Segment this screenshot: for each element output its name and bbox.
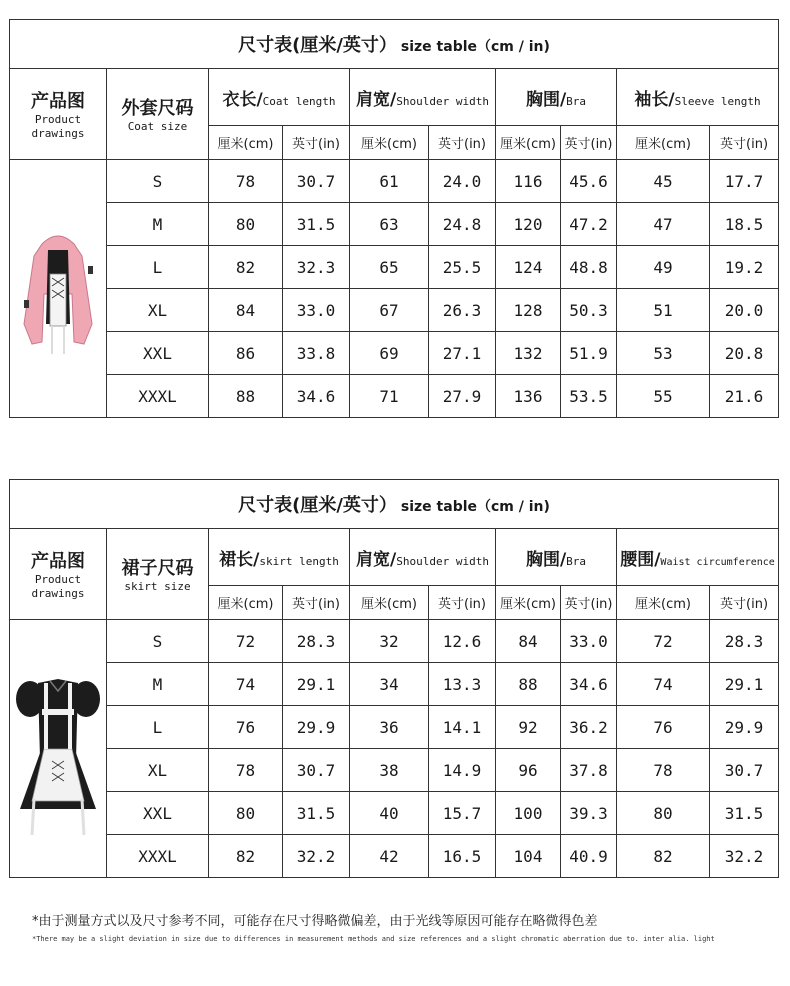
value-cell: 29.9 [283,706,350,749]
value-cell: 31.5 [710,792,779,835]
value-cell: 17.7 [710,160,779,203]
value-cell: 29.9 [710,706,779,749]
value-cell: 26.3 [429,289,496,332]
value-cell: 76 [209,706,283,749]
size-cell: S [107,620,209,663]
value-cell: 80 [209,203,283,246]
value-cell: 72 [617,620,710,663]
value-cell: 82 [209,246,283,289]
unit-cm: 厘米(cm) [209,126,283,160]
value-cell: 48.8 [561,246,617,289]
dress-product-image [10,620,107,878]
value-cell: 116 [496,160,561,203]
size-header [107,69,209,160]
value-cell: 40.9 [561,835,617,878]
unit-cm: 厘米(cm) [617,586,710,620]
value-cell: 86 [209,332,283,375]
value-cell: 78 [209,160,283,203]
value-cell: 15.7 [429,792,496,835]
value-cell: 63 [350,203,429,246]
value-cell: 80 [617,792,710,835]
value-cell: 96 [496,749,561,792]
value-cell: 82 [617,835,710,878]
value-cell: 16.5 [429,835,496,878]
size-cell: XXL [107,332,209,375]
value-cell: 33.8 [283,332,350,375]
unit-in: 英寸(in) [710,126,779,160]
unit-in: 英寸(in) [561,586,617,620]
value-cell: 24.0 [429,160,496,203]
value-cell: 45.6 [561,160,617,203]
value-cell: 61 [350,160,429,203]
size-cell: L [107,246,209,289]
value-cell: 104 [496,835,561,878]
product-header [10,69,107,160]
value-cell: 120 [496,203,561,246]
value-cell: 33.0 [283,289,350,332]
value-cell: 32.2 [283,835,350,878]
value-cell: 78 [617,749,710,792]
table-row [10,375,779,418]
value-cell: 14.9 [429,749,496,792]
disclaimer-en: *There may be a slight deviation in size due to differences in measurement methods and size references and a slight chromatic aberration due to. inter alia. light [32,935,715,943]
column-header-shoulder-width: 肩宽/Shoulder width [350,69,496,126]
value-cell: 47 [617,203,710,246]
value-cell: 72 [209,620,283,663]
value-cell: 12.6 [429,620,496,663]
size-header [107,529,209,620]
coat-product-image [10,160,107,418]
value-cell: 49 [617,246,710,289]
value-cell: 67 [350,289,429,332]
title-cn: 尺寸表(厘米/英寸） [238,495,397,516]
value-cell: 28.3 [710,620,779,663]
value-cell: 74 [209,663,283,706]
size-cell: XXXL [107,375,209,418]
column-header-bust: 胸围/Bra [496,69,617,126]
column-header-shoulder-width: 肩宽/Shoulder width [350,529,496,586]
value-cell: 31.5 [283,203,350,246]
value-cell: 51.9 [561,332,617,375]
size-cell: XL [107,289,209,332]
value-cell: 19.2 [710,246,779,289]
table-title [10,480,779,529]
value-cell: 29.1 [710,663,779,706]
column-header-sleeve-length: 袖长/Sleeve length [617,69,779,126]
value-cell: 33.0 [561,620,617,663]
value-cell: 50.3 [561,289,617,332]
value-cell: 80 [209,792,283,835]
value-cell: 36.2 [561,706,617,749]
value-cell: 27.1 [429,332,496,375]
value-cell: 28.3 [283,620,350,663]
value-cell: 42 [350,835,429,878]
table-row [10,620,779,663]
value-cell: 82 [209,835,283,878]
size-header-en: Coat size [127,120,188,133]
value-cell: 69 [350,332,429,375]
table-row [10,706,779,749]
disclaimer-cn: *由于测量方式以及尺寸参考不同，可能存在尺寸得略微偏差，由于光线等原因可能存在略微得色差 [32,914,598,929]
table-row [10,835,779,878]
value-cell: 29.1 [283,663,350,706]
size-cell: XXL [107,792,209,835]
product-header-cn: 产品图 [31,91,85,112]
value-cell: 30.7 [283,749,350,792]
value-cell: 31.5 [283,792,350,835]
value-cell: 71 [350,375,429,418]
value-cell: 88 [496,663,561,706]
value-cell: 34.6 [561,663,617,706]
size-cell: XXXL [107,835,209,878]
unit-cm: 厘米(cm) [617,126,710,160]
value-cell: 53 [617,332,710,375]
size-cell: L [107,706,209,749]
value-cell: 128 [496,289,561,332]
value-cell: 100 [496,792,561,835]
table-row [10,160,779,203]
unit-in: 英寸(in) [429,586,496,620]
column-header-waist: 腰围/Waist circumference [617,529,779,586]
title-en: size table（cm / in) [400,499,550,515]
value-cell: 32.3 [283,246,350,289]
coat-illustration-icon [12,204,104,374]
value-cell: 21.6 [710,375,779,418]
product-header-en: Product drawings [31,113,85,140]
value-cell: 132 [496,332,561,375]
unit-in: 英寸(in) [561,126,617,160]
value-cell: 84 [209,289,283,332]
size-header-en: skirt size [124,580,191,593]
value-cell: 40 [350,792,429,835]
value-cell: 76 [617,706,710,749]
unit-cm: 厘米(cm) [209,586,283,620]
value-cell: 47.2 [561,203,617,246]
value-cell: 78 [209,749,283,792]
table-row [10,792,779,835]
value-cell: 13.3 [429,663,496,706]
size-cell: M [107,663,209,706]
unit-in: 英寸(in) [283,126,350,160]
column-header-coat-length: 衣长/Coat length [209,69,350,126]
dress-illustration-icon [12,649,104,849]
value-cell: 34.6 [283,375,350,418]
table-row [10,203,779,246]
unit-in: 英寸(in) [429,126,496,160]
title-cn: 尺寸表(厘米/英寸） [238,35,397,56]
table-row [10,332,779,375]
size-cell: S [107,160,209,203]
column-header-bust: 胸围/Bra [496,529,617,586]
value-cell: 30.7 [283,160,350,203]
value-cell: 24.8 [429,203,496,246]
value-cell: 55 [617,375,710,418]
table-title [10,20,779,69]
value-cell: 53.5 [561,375,617,418]
product-header [10,529,107,620]
unit-cm: 厘米(cm) [496,586,561,620]
table-row [10,749,779,792]
value-cell: 18.5 [710,203,779,246]
title-en: size table（cm / in) [400,39,550,55]
table-row [10,663,779,706]
unit-in: 英寸(in) [283,586,350,620]
value-cell: 51 [617,289,710,332]
value-cell: 136 [496,375,561,418]
unit-cm: 厘米(cm) [496,126,561,160]
value-cell: 30.7 [710,749,779,792]
skirt-size-table [9,479,779,878]
value-cell: 37.8 [561,749,617,792]
value-cell: 27.9 [429,375,496,418]
unit-cm: 厘米(cm) [350,126,429,160]
value-cell: 39.3 [561,792,617,835]
column-header-skirt-length: 裙长/skirt length [209,529,350,586]
size-header-cn: 外套尺码 [121,98,194,119]
value-cell: 20.0 [710,289,779,332]
value-cell: 38 [350,749,429,792]
unit-cm: 厘米(cm) [350,586,429,620]
value-cell: 124 [496,246,561,289]
value-cell: 36 [350,706,429,749]
value-cell: 74 [617,663,710,706]
value-cell: 32 [350,620,429,663]
value-cell: 84 [496,620,561,663]
product-header-en: Product drawings [31,573,85,600]
coat-size-table [9,19,779,418]
size-cell: XL [107,749,209,792]
value-cell: 32.2 [710,835,779,878]
value-cell: 25.5 [429,246,496,289]
value-cell: 92 [496,706,561,749]
value-cell: 88 [209,375,283,418]
table-row [10,289,779,332]
product-header-cn: 产品图 [31,551,85,572]
table-row [10,246,779,289]
value-cell: 45 [617,160,710,203]
unit-in: 英寸(in) [710,586,779,620]
size-cell: M [107,203,209,246]
value-cell: 34 [350,663,429,706]
value-cell: 14.1 [429,706,496,749]
value-cell: 65 [350,246,429,289]
value-cell: 20.8 [710,332,779,375]
size-header-cn: 裙子尺码 [121,558,194,579]
